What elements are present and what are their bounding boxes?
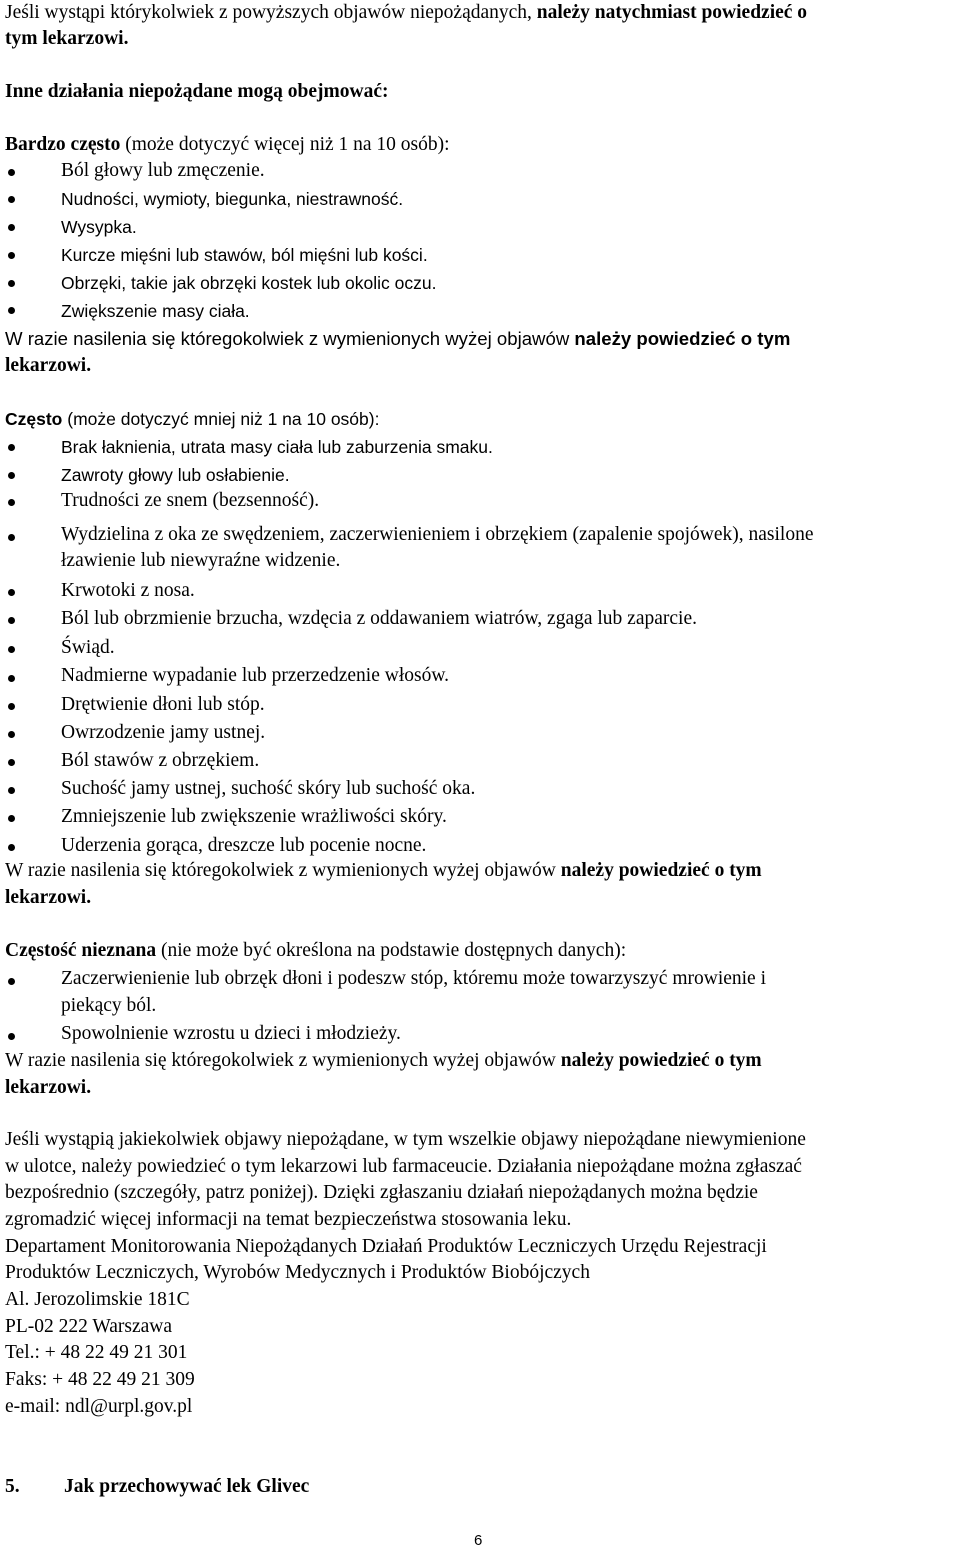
bullet-icon <box>8 196 15 203</box>
bullet-icon <box>8 759 15 766</box>
section-title: Jak przechowywać lek Glivec <box>64 1476 310 1497</box>
bullet-icon <box>8 646 15 653</box>
intro-line-1: Jeśli wystąpi którykolwiek z powyższych objawów niepożądanych, należy natychmiast powiedzieć o <box>5 2 808 23</box>
warning-line-1: W razie nasilenia się któregokolwiek z wymienionych wyżej objawów należy powiedzieć o tym <box>5 328 791 349</box>
email-line: e-mail: ndl@urpl.gov.pl <box>5 1396 193 1417</box>
bullet-icon <box>8 589 15 596</box>
list-item: Zmniejszenie lub zwiększenie wrażliwości skóry. <box>61 806 447 827</box>
reporting-line: Departament Monitorowania Niepożądanych Działań Produktów Leczniczych Urzędu Rejestracji <box>5 1236 767 1257</box>
page-number: 6 <box>474 1532 483 1549</box>
address-line: Al. Jerozolimskie 181C <box>5 1289 190 1310</box>
address-line: PL-02 222 Warszawa <box>5 1316 173 1337</box>
list-item: Zaczerwienienie lub obrzęk dłoni i podeszw stóp, któremu może towarzyszyć mrowienie i <box>61 968 767 989</box>
bullet-icon <box>8 307 15 314</box>
list-item: Kurcze mięśni lub stawów, ból mięśni lub kości. <box>61 245 428 265</box>
warning-line-2: lekarzowi. <box>5 887 92 908</box>
bullet-icon <box>8 675 15 682</box>
bullet-icon <box>8 472 15 479</box>
bullet-icon <box>8 731 15 738</box>
list-item-continuation: piekący ból. <box>61 995 157 1016</box>
bullet-icon <box>8 499 15 506</box>
reporting-line: Jeśli wystąpią jakiekolwiek objawy niepożądane, w tym wszelkie objawy niepożądane niewymienione <box>5 1129 806 1150</box>
very-common-heading: Bardzo często (może dotyczyć więcej niż 1 na 10 osób): <box>5 134 450 155</box>
bullet-icon <box>8 703 15 710</box>
bullet-icon <box>8 280 15 287</box>
list-item: Zawroty głowy lub osłabienie. <box>61 465 290 485</box>
other-effects-heading: Inne działania niepożądane mogą obejmować: <box>5 81 389 102</box>
bullet-icon <box>8 169 15 176</box>
bullet-icon <box>8 224 15 231</box>
list-item: Obrzęki, takie jak obrzęki kostek lub okolic oczu. <box>61 273 437 293</box>
bullet-icon <box>8 1033 15 1040</box>
bullet-icon <box>8 252 15 259</box>
reporting-line: w ulotce, należy powiedzieć o tym lekarzowi lub farmaceucie. Działania niepożądane można zgłaszać <box>5 1156 802 1177</box>
list-item: Drętwienie dłoni lub stóp. <box>61 694 265 715</box>
list-item: Ból stawów z obrzękiem. <box>61 750 260 771</box>
warning-line-2: lekarzowi. <box>5 355 92 376</box>
list-item: Nadmierne wypadanie lub przerzedzenie włosów. <box>61 665 450 686</box>
list-item: Trudności ze snem (bezsenność). <box>61 490 320 511</box>
reporting-line: zgromadzić więcej informacji na temat bezpieczeństwa stosowania leku. <box>5 1209 572 1230</box>
list-item: Krwotoki z nosa. <box>61 580 195 601</box>
bullet-icon <box>8 815 15 822</box>
warning-line-2: lekarzowi. <box>5 1077 92 1098</box>
list-item: Świąd. <box>61 637 115 658</box>
unknown-frequency-heading: Częstość nieznana (nie może być określona na podstawie dostępnych danych): <box>5 940 627 961</box>
common-heading: Często (może dotyczyć mniej niż 1 na 10 osób): <box>5 409 380 429</box>
fax-line: Faks: + 48 22 49 21 309 <box>5 1369 195 1390</box>
section-heading <box>5 1474 310 1501</box>
list-item: Zwiększenie masy ciała. <box>61 301 250 321</box>
bullet-icon <box>8 617 15 624</box>
warning-line-1: W razie nasilenia się któregokolwiek z wymienionych wyżej objawów należy powiedzieć o tym <box>5 1050 762 1071</box>
bullet-icon <box>8 534 15 541</box>
list-item: Owrzodzenie jamy ustnej. <box>61 722 266 743</box>
bullet-icon <box>8 978 15 985</box>
list-item: Ból głowy lub zmęczenie. <box>61 160 265 181</box>
bullet-icon <box>8 444 15 451</box>
reporting-line: bezpośrednio (szczegóły, patrz poniżej). Dzięki zgłaszaniu działań niepożądanych można będzie <box>5 1182 758 1203</box>
bullet-icon <box>8 844 15 851</box>
warning-line-1: W razie nasilenia się któregokolwiek z wymienionych wyżej objawów należy powiedzieć o tym <box>5 860 762 881</box>
intro-line-2: tym lekarzowi. <box>5 28 129 49</box>
phone-line: Tel.: + 48 22 49 21 301 <box>5 1342 188 1363</box>
list-item: Wysypka. <box>61 217 137 237</box>
list-item: Spowolnienie wzrostu u dzieci i młodzieży. <box>61 1023 401 1044</box>
list-item: Wydzielina z oka ze swędzeniem, zaczerwienieniem i obrzękiem (zapalenie spojówek), nasilone <box>61 524 814 545</box>
list-item-continuation: łzawienie lub niewyraźne widzenie. <box>61 550 341 571</box>
list-item: Brak łaknienia, utrata masy ciała lub zaburzenia smaku. <box>61 437 493 457</box>
list-item: Suchość jamy ustnej, suchość skóry lub suchość oka. <box>61 778 476 799</box>
list-item: Nudności, wymioty, biegunka, niestrawność. <box>61 189 404 209</box>
section-number: 5. <box>5 1476 20 1497</box>
list-item: Uderzenia gorąca, dreszcze lub pocenie nocne. <box>61 835 427 856</box>
bullet-icon <box>8 787 15 794</box>
list-item: Ból lub obrzmienie brzucha, wzdęcia z oddawaniem wiatrów, zgaga lub zaparcie. <box>61 608 697 629</box>
reporting-line: Produktów Leczniczych, Wyrobów Medycznych i Produktów Biobójczych <box>5 1262 590 1283</box>
